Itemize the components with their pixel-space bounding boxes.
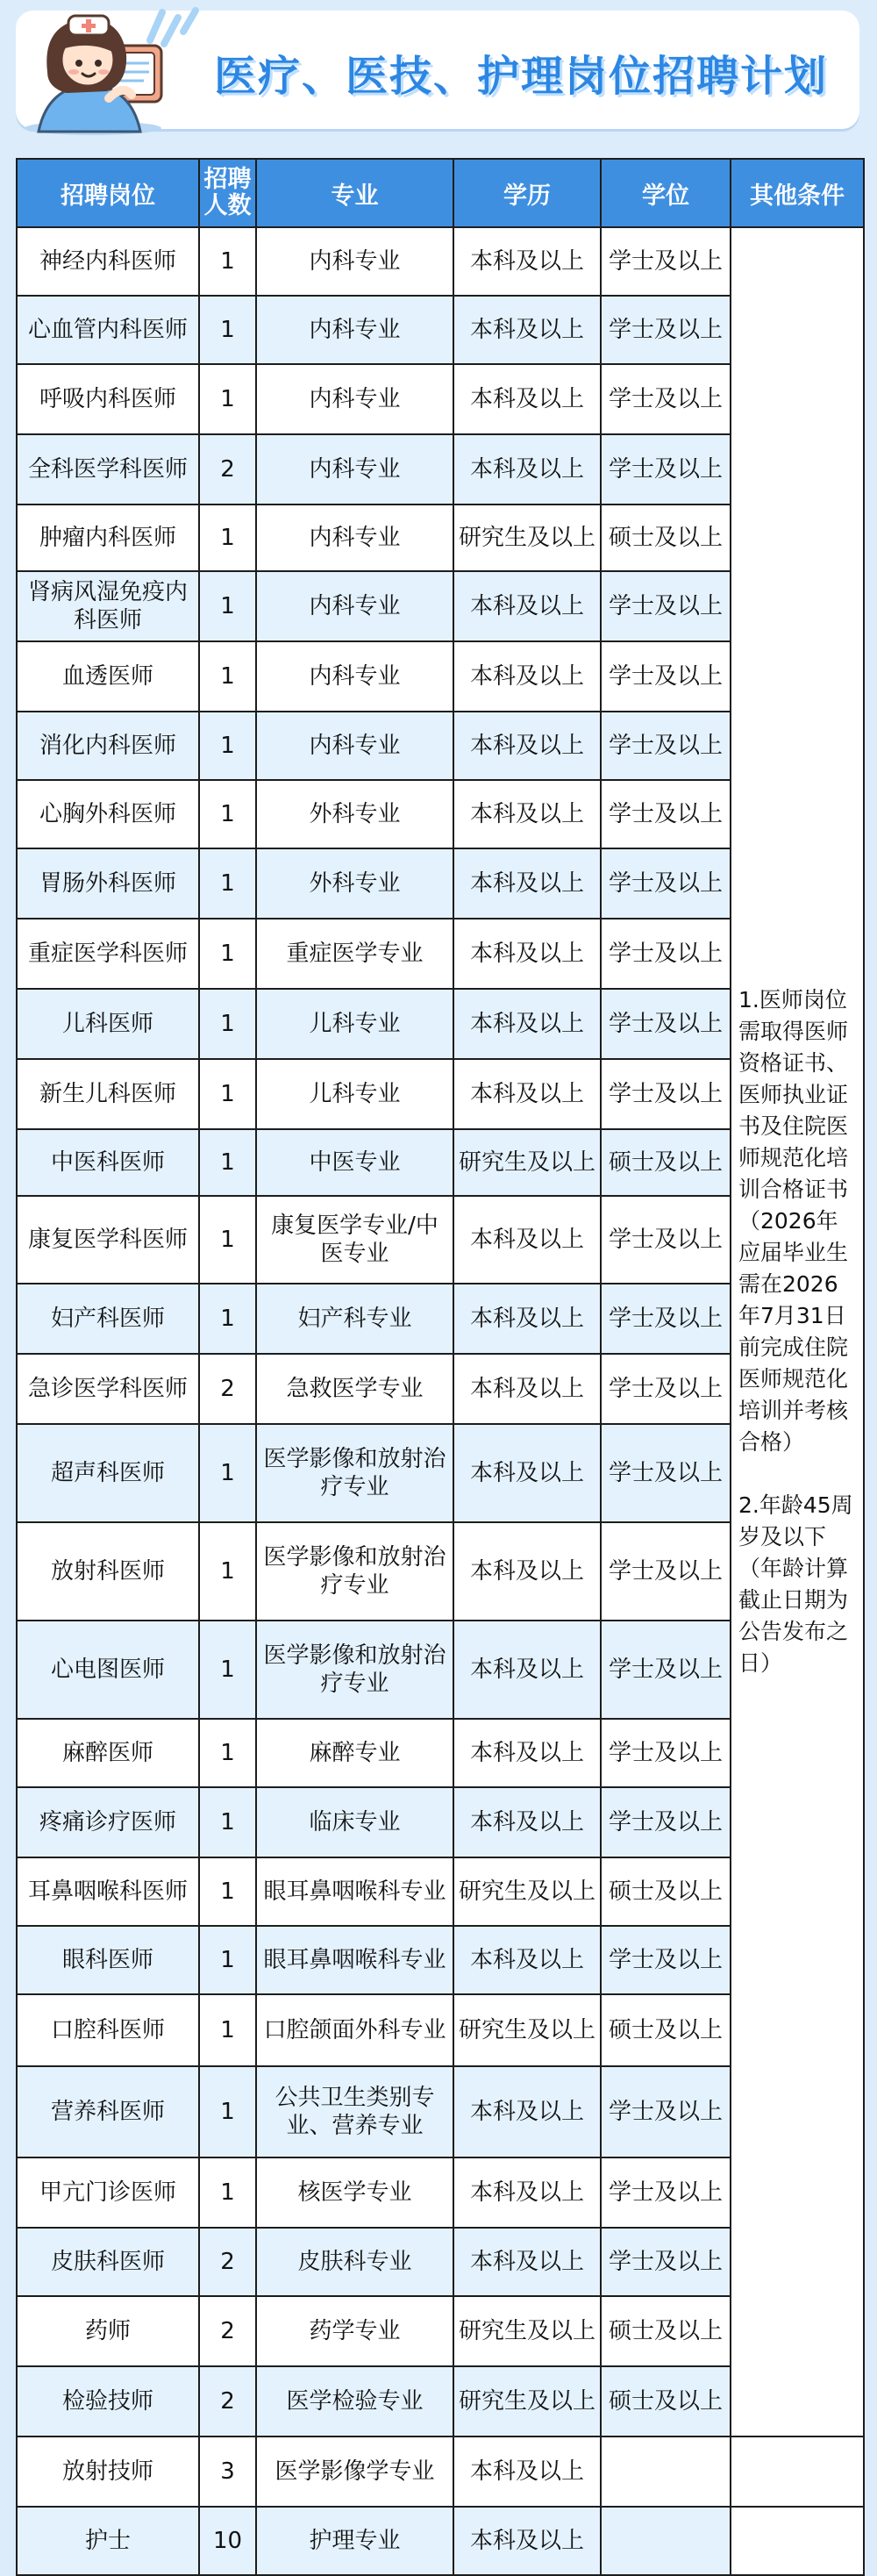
cell-major: 公共卫生类别专业、营养专业 (256, 2066, 453, 2157)
cell-count: 1 (199, 1129, 256, 1196)
cell-degree: 学士及以上 (601, 1522, 731, 1621)
cell-degree: 硕士及以上 (601, 504, 731, 571)
cell-education: 本科及以上 (453, 1621, 601, 1719)
cell-position: 神经内科医师 (17, 227, 199, 296)
cell-major: 麻醉专业 (256, 1719, 453, 1787)
cell-degree: 学士及以上 (601, 1621, 731, 1719)
cell-position: 肿瘤内科医师 (17, 504, 199, 571)
cell-degree: 学士及以上 (601, 571, 731, 641)
header-education: 学历 (453, 159, 601, 227)
cell-major: 医学影像和放射治疗专业 (256, 1621, 453, 1719)
cell-position: 疼痛诊疗医师 (17, 1787, 199, 1857)
cell-education: 本科及以上 (453, 2436, 601, 2507)
cell-education: 本科及以上 (453, 919, 601, 989)
cell-education: 本科及以上 (453, 296, 601, 364)
cell-other-empty (731, 2436, 864, 2507)
cell-degree: 学士及以上 (601, 2228, 731, 2296)
cell-degree: 学士及以上 (601, 2157, 731, 2228)
cell-position: 妇产科医师 (17, 1284, 199, 1354)
cell-education: 本科及以上 (453, 1719, 601, 1787)
cell-degree: 学士及以上 (601, 1719, 731, 1787)
cell-education: 本科及以上 (453, 989, 601, 1059)
cell-major: 中医专业 (256, 1129, 453, 1196)
header-degree: 学位 (601, 159, 731, 227)
cell-major: 儿科专业 (256, 1059, 453, 1129)
cell-count: 2 (199, 2366, 256, 2436)
cell-position: 呼吸内科医师 (17, 364, 199, 434)
cell-position: 麻醉医师 (17, 1719, 199, 1787)
cell-position: 消化内科医师 (17, 712, 199, 780)
cell-count: 1 (199, 2066, 256, 2157)
cell-major: 内科专业 (256, 434, 453, 504)
cell-education: 本科及以上 (453, 1424, 601, 1522)
table-body (17, 227, 864, 2575)
cell-count: 1 (199, 1926, 256, 1994)
recruitment-table-container (16, 158, 863, 2553)
cell-education: 本科及以上 (453, 848, 601, 919)
cell-education: 本科及以上 (453, 1196, 601, 1284)
cell-count: 1 (199, 1284, 256, 1354)
cell-count: 1 (199, 2157, 256, 2228)
cell-position: 皮肤科医师 (17, 2228, 199, 2296)
cell-count: 1 (199, 1196, 256, 1284)
table-header-row (17, 159, 864, 227)
cell-position: 血透医师 (17, 641, 199, 712)
cell-degree (601, 2436, 731, 2507)
cell-education: 研究生及以上 (453, 2296, 601, 2366)
page-title: 医疗、医技、护理岗位招聘计划 (213, 52, 828, 101)
cell-count: 1 (199, 919, 256, 989)
header-other: 其他条件 (731, 159, 864, 227)
cell-count: 1 (199, 848, 256, 919)
cell-degree: 学士及以上 (601, 1354, 731, 1424)
cell-major: 重症医学专业 (256, 919, 453, 989)
cell-count: 1 (199, 780, 256, 848)
cell-count: 1 (199, 1621, 256, 1719)
cell-position: 肾病风湿免疫内科医师 (17, 571, 199, 641)
cell-other-empty (731, 2507, 864, 2575)
cell-count: 1 (199, 1787, 256, 1857)
cell-position: 中医科医师 (17, 1129, 199, 1196)
cell-count: 1 (199, 504, 256, 571)
cell-education: 本科及以上 (453, 2066, 601, 2157)
cell-position: 心电图医师 (17, 1621, 199, 1719)
cell-degree: 硕士及以上 (601, 2366, 731, 2436)
cell-education: 研究生及以上 (453, 2366, 601, 2436)
cell-major: 临床专业 (256, 1787, 453, 1857)
cell-position: 甲亢门诊医师 (17, 2157, 199, 2228)
cell-major: 眼耳鼻咽喉科专业 (256, 1857, 453, 1926)
header-major: 专业 (256, 159, 453, 227)
cell-degree: 学士及以上 (601, 296, 731, 364)
cell-position: 药师 (17, 2296, 199, 2366)
cell-count: 1 (199, 1059, 256, 1129)
cell-education: 研究生及以上 (453, 1857, 601, 1926)
cell-major: 内科专业 (256, 504, 453, 571)
cell-education: 本科及以上 (453, 571, 601, 641)
cell-education: 研究生及以上 (453, 1994, 601, 2066)
cell-count: 2 (199, 2296, 256, 2366)
cell-degree: 硕士及以上 (601, 1129, 731, 1196)
cell-count: 1 (199, 1719, 256, 1787)
cell-position: 儿科医师 (17, 989, 199, 1059)
cell-degree: 学士及以上 (601, 1926, 731, 1994)
cell-count: 2 (199, 2228, 256, 2296)
table-row (17, 2507, 864, 2575)
cell-major: 医学影像和放射治疗专业 (256, 1522, 453, 1621)
cell-position: 检验技师 (17, 2366, 199, 2436)
cell-count: 10 (199, 2507, 256, 2575)
cell-position: 耳鼻咽喉科医师 (17, 1857, 199, 1926)
cell-education: 本科及以上 (453, 2507, 601, 2575)
cell-education: 本科及以上 (453, 1354, 601, 1424)
cell-major: 护理专业 (256, 2507, 453, 2575)
cell-degree: 学士及以上 (601, 364, 731, 434)
cell-count: 1 (199, 364, 256, 434)
cell-count: 1 (199, 1857, 256, 1926)
cell-major: 康复医学专业/中医专业 (256, 1196, 453, 1284)
cell-position: 放射技师 (17, 2436, 199, 2507)
cell-education: 本科及以上 (453, 1926, 601, 1994)
cell-degree: 学士及以上 (601, 641, 731, 712)
cell-education: 本科及以上 (453, 227, 601, 296)
cell-major: 急救医学专业 (256, 1354, 453, 1424)
cell-degree (601, 2507, 731, 2575)
cell-major: 口腔颌面外科专业 (256, 1994, 453, 2066)
cell-major: 眼耳鼻咽喉科专业 (256, 1926, 453, 1994)
cell-count: 1 (199, 712, 256, 780)
cell-major: 外科专业 (256, 848, 453, 919)
cell-degree: 学士及以上 (601, 1196, 731, 1284)
cell-count: 1 (199, 571, 256, 641)
nurse-mascot-icon (12, 0, 179, 136)
cell-position: 急诊医学科医师 (17, 1354, 199, 1424)
cell-degree: 学士及以上 (601, 848, 731, 919)
cell-education: 本科及以上 (453, 364, 601, 434)
cell-count: 1 (199, 1424, 256, 1522)
cell-count: 3 (199, 2436, 256, 2507)
cell-education: 本科及以上 (453, 1059, 601, 1129)
cell-major: 内科专业 (256, 571, 453, 641)
cell-education: 本科及以上 (453, 434, 601, 504)
cell-degree: 学士及以上 (601, 2066, 731, 2157)
cell-position: 胃肠外科医师 (17, 848, 199, 919)
cell-position: 重症医学科医师 (17, 919, 199, 989)
cell-education: 本科及以上 (453, 641, 601, 712)
cell-degree: 学士及以上 (601, 1059, 731, 1129)
cell-major: 内科专业 (256, 641, 453, 712)
cell-other-conditions: 1.医师岗位需取得医师资格证书、医师执业证书及住院医师规范化培训合格证书（2026年应届毕业生需在2026年7月31日前完成住院医师规范化培训并考核合格） 2.年龄45周岁及以下（年龄计算截止日期为公告发布之日） (731, 227, 864, 2436)
cell-position: 护士 (17, 2507, 199, 2575)
cell-major: 内科专业 (256, 712, 453, 780)
cell-major: 儿科专业 (256, 989, 453, 1059)
cell-count: 2 (199, 1354, 256, 1424)
cell-position: 心胸外科医师 (17, 780, 199, 848)
cell-major: 医学影像和放射治疗专业 (256, 1424, 453, 1522)
cell-major: 妇产科专业 (256, 1284, 453, 1354)
cell-major: 内科专业 (256, 227, 453, 296)
cell-education: 本科及以上 (453, 2157, 601, 2228)
cell-major: 核医学专业 (256, 2157, 453, 2228)
table-row (17, 2436, 864, 2507)
cell-education: 本科及以上 (453, 1284, 601, 1354)
cell-major: 皮肤科专业 (256, 2228, 453, 2296)
cell-degree: 学士及以上 (601, 227, 731, 296)
cell-degree: 学士及以上 (601, 1424, 731, 1522)
cell-count: 1 (199, 296, 256, 364)
cell-education: 本科及以上 (453, 1522, 601, 1621)
cell-degree: 学士及以上 (601, 712, 731, 780)
cell-major: 医学影像学专业 (256, 2436, 453, 2507)
cell-position: 全科医学科医师 (17, 434, 199, 504)
cell-count: 1 (199, 641, 256, 712)
cell-major: 医学检验专业 (256, 2366, 453, 2436)
cell-degree: 硕士及以上 (601, 1857, 731, 1926)
cell-degree: 学士及以上 (601, 919, 731, 989)
table-row (17, 227, 864, 296)
cell-count: 1 (199, 1522, 256, 1621)
cell-position: 眼科医师 (17, 1926, 199, 1994)
cell-position: 康复医学科医师 (17, 1196, 199, 1284)
cell-position: 口腔科医师 (17, 1994, 199, 2066)
cell-degree: 学士及以上 (601, 434, 731, 504)
cell-degree: 学士及以上 (601, 1787, 731, 1857)
cell-education: 本科及以上 (453, 2228, 601, 2296)
cell-education: 本科及以上 (453, 712, 601, 780)
cell-major: 内科专业 (256, 364, 453, 434)
cell-count: 2 (199, 434, 256, 504)
cell-position: 心血管内科医师 (17, 296, 199, 364)
cell-education: 本科及以上 (453, 780, 601, 848)
cell-major: 外科专业 (256, 780, 453, 848)
cell-count: 1 (199, 1994, 256, 2066)
cell-position: 放射科医师 (17, 1522, 199, 1621)
cell-degree: 学士及以上 (601, 1284, 731, 1354)
cell-position: 超声科医师 (17, 1424, 199, 1522)
cell-degree: 学士及以上 (601, 780, 731, 848)
cell-education: 研究生及以上 (453, 504, 601, 571)
cell-education: 本科及以上 (453, 1787, 601, 1857)
header-count: 招聘 人数 (199, 159, 256, 227)
recruitment-table (16, 158, 865, 2576)
cell-count: 1 (199, 989, 256, 1059)
cell-position: 新生儿科医师 (17, 1059, 199, 1129)
header-position: 招聘岗位 (17, 159, 199, 227)
cell-degree: 硕士及以上 (601, 1994, 731, 2066)
cell-degree: 学士及以上 (601, 989, 731, 1059)
cell-degree: 硕士及以上 (601, 2296, 731, 2366)
cell-education: 研究生及以上 (453, 1129, 601, 1196)
cell-position: 营养科医师 (17, 2066, 199, 2157)
cell-major: 内科专业 (256, 296, 453, 364)
cell-count: 1 (199, 227, 256, 296)
cell-major: 药学专业 (256, 2296, 453, 2366)
